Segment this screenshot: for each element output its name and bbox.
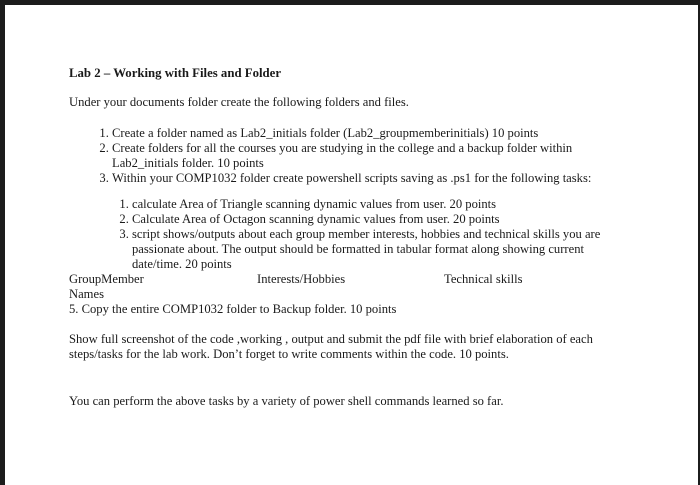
- header-technical-skills: Technical skills: [444, 272, 523, 286]
- main-task-list: [112, 126, 637, 186]
- list-item: 1. calculate Area of Triangle scanning dynamic values from user. 20 points: [132, 197, 622, 212]
- task-five: 5. Copy the entire COMP1032 folder to Backup folder. 10 points: [69, 302, 397, 316]
- header-group-member: GroupMember: [69, 272, 144, 286]
- header-names: Names: [69, 287, 104, 301]
- submission-note: Show full screenshot of the code ,working , output and submit the pdf file with brief elaboration of each steps/tasks for the lab work. Don’t forget to write comments within the code. 10 points.: [69, 332, 593, 361]
- table-header-row: [69, 272, 669, 287]
- header-interests: Interests/Hobbies: [257, 272, 346, 286]
- list-item: 3. Within your COMP1032 folder create powershell scripts saving as .ps1 for the following tasks:: [112, 171, 637, 186]
- viewer-left-border: [0, 0, 5, 485]
- list-item: 2. Calculate Area of Octagon scanning dynamic values from user. 20 points: [132, 212, 622, 227]
- list-item: 2. Create folders for all the courses you are studying in the college and a backup folder within Lab2_initials folder. 10 points: [112, 141, 637, 171]
- document-page: [69, 66, 669, 409]
- document-title: Lab 2 – Working with Files and Folder: [69, 66, 282, 80]
- viewer-top-border: [0, 0, 700, 5]
- closing-note: You can perform the above tasks by a variety of power shell commands learned so far.: [69, 394, 504, 408]
- script-task-list: [132, 197, 622, 272]
- list-item: 1. Create a folder named as Lab2_initials folder (Lab2_groupmemberinitials) 10 points: [112, 126, 637, 141]
- list-item: 3. script shows/outputs about each group member interests, hobbies and technical skills you are passionate about. The output should be formatted in tabular format along showing current date/time. 20 points: [132, 227, 622, 272]
- intro-paragraph: Under your documents folder create the following folders and files.: [69, 95, 409, 109]
